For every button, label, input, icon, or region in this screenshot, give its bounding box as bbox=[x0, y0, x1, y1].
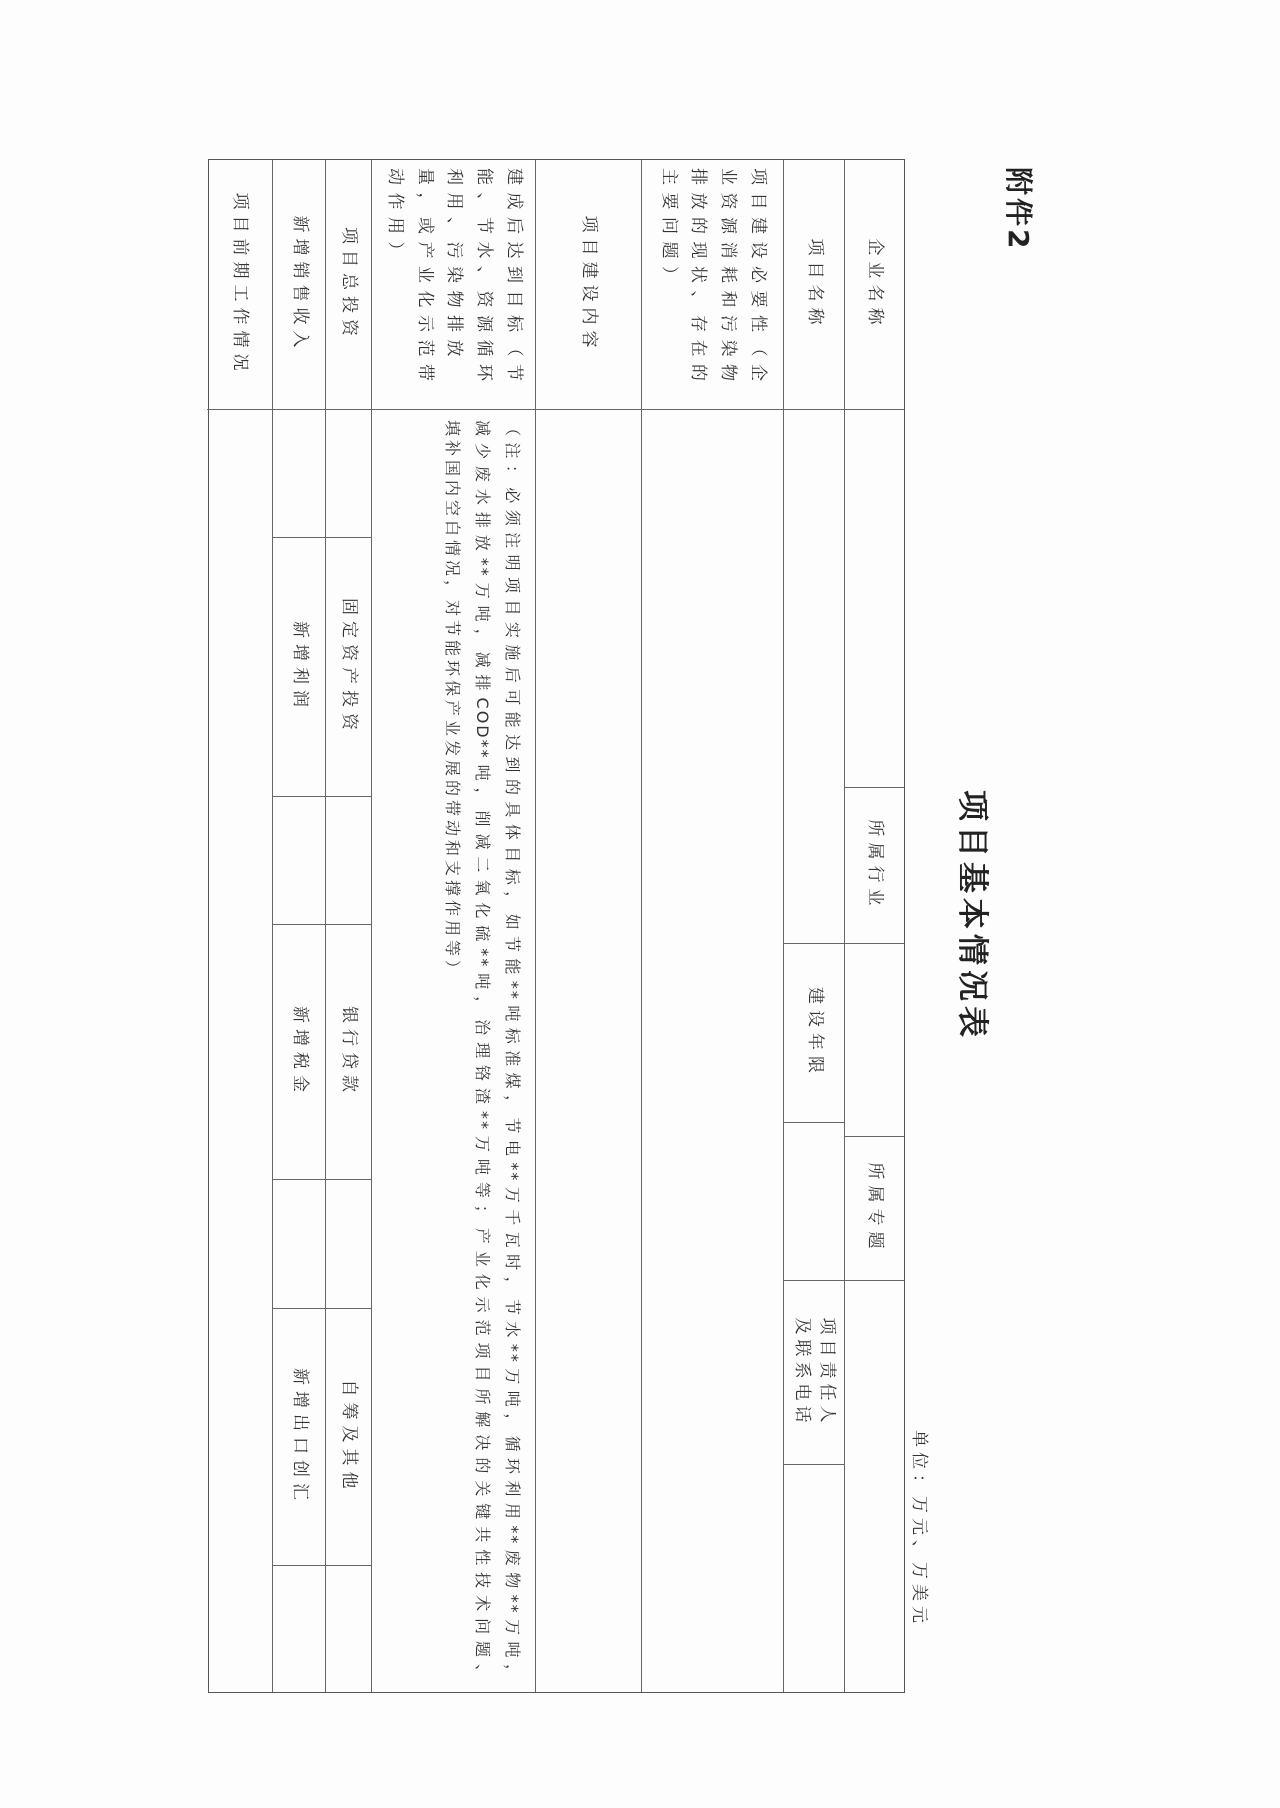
new-tax-label: 新增税金 bbox=[273, 925, 325, 1180]
project-info-table bbox=[208, 159, 905, 1693]
construction-period-field[interactable] bbox=[784, 1123, 844, 1281]
new-sales-revenue-label: 新增销售收入 bbox=[273, 160, 325, 410]
page-title: 项目基本情况表 bbox=[954, 790, 990, 1042]
total-investment-field[interactable] bbox=[326, 410, 371, 538]
project-leader-line-2: 及联系电话 bbox=[792, 1317, 812, 1428]
table-row-necessity bbox=[641, 160, 783, 1692]
fixed-asset-investment-label: 固定资产投资 bbox=[326, 538, 371, 797]
self-raised-label: 自筹及其他 bbox=[326, 1309, 371, 1566]
project-leader-line-1: 项目责任人 bbox=[817, 1317, 838, 1428]
table-row-revenue bbox=[272, 160, 325, 1692]
table-row-targets bbox=[371, 160, 535, 1692]
industry-field[interactable] bbox=[845, 944, 904, 1137]
preliminary-work-field[interactable] bbox=[207, 410, 272, 1692]
unit-label: 单位：万元、万美元 bbox=[909, 1430, 929, 1628]
new-tax-field[interactable] bbox=[273, 1180, 325, 1309]
targets-note[interactable] bbox=[372, 410, 535, 1692]
construction-content-field[interactable] bbox=[536, 410, 641, 1692]
project-leader-field[interactable] bbox=[784, 1465, 844, 1692]
construction-content-label: 项目建设内容 bbox=[536, 160, 641, 410]
necessity-field[interactable] bbox=[642, 410, 783, 1692]
new-profit-field[interactable] bbox=[273, 797, 325, 925]
project-name-field[interactable] bbox=[784, 410, 844, 944]
bank-loan-field[interactable] bbox=[326, 1180, 371, 1309]
company-name-field[interactable] bbox=[845, 410, 904, 788]
topic-field[interactable] bbox=[845, 1281, 904, 1692]
table-row-investment bbox=[325, 160, 371, 1692]
targets-note-line-3: 填补国内空白情况，对节能环保产业发展的带动和支撑作用等） bbox=[443, 420, 462, 981]
industry-label: 所属行业 bbox=[845, 788, 904, 944]
table-row-project bbox=[783, 160, 844, 1692]
fixed-asset-investment-field[interactable] bbox=[326, 797, 371, 925]
targets-label: 建成后达到目标（节能、节水、资源循环利用、污染物排放量，或产业化示范带动作用） bbox=[372, 160, 535, 410]
project-leader-label bbox=[784, 1281, 844, 1465]
necessity-label: 项目建设必要性（企业资源消耗和污染物排放的现状、存在的主要问题） bbox=[642, 160, 783, 410]
bank-loan-label: 银行贷款 bbox=[326, 925, 371, 1180]
construction-period-label: 建设年限 bbox=[784, 944, 844, 1123]
table-row-content bbox=[535, 160, 641, 1692]
table-row-company bbox=[844, 160, 904, 1692]
table-row-preliminary bbox=[207, 160, 272, 1692]
targets-note-line-1: （注：必须注明项目实施后可能达到的具体目标，如节能**吨标准煤，节电**万千瓦时，节水**万吨，循环利用**废物**万吨， bbox=[503, 420, 522, 1682]
topic-label: 所属专题 bbox=[845, 1137, 904, 1281]
new-export-earnings-field[interactable] bbox=[273, 1566, 325, 1692]
preliminary-work-label: 项目前期工作情况 bbox=[207, 160, 272, 410]
targets-note-line-2: 减少废水排放**万吨，减排COD**吨，削减二氧化硫**吨，治理铬渣**万吨等；产业化示范项目所解决的关键共性技术问题、 bbox=[473, 420, 492, 1682]
new-sales-revenue-field[interactable] bbox=[273, 410, 325, 538]
company-name-label: 企业名称 bbox=[845, 160, 904, 410]
new-export-earnings-label: 新增出口创汇 bbox=[273, 1309, 325, 1566]
project-name-label: 项目名称 bbox=[784, 160, 844, 410]
total-investment-label: 项目总投资 bbox=[326, 160, 371, 410]
self-raised-field[interactable] bbox=[326, 1566, 371, 1692]
new-profit-label: 新增利润 bbox=[273, 538, 325, 797]
attachment-number: 附件2 bbox=[1002, 167, 1035, 252]
